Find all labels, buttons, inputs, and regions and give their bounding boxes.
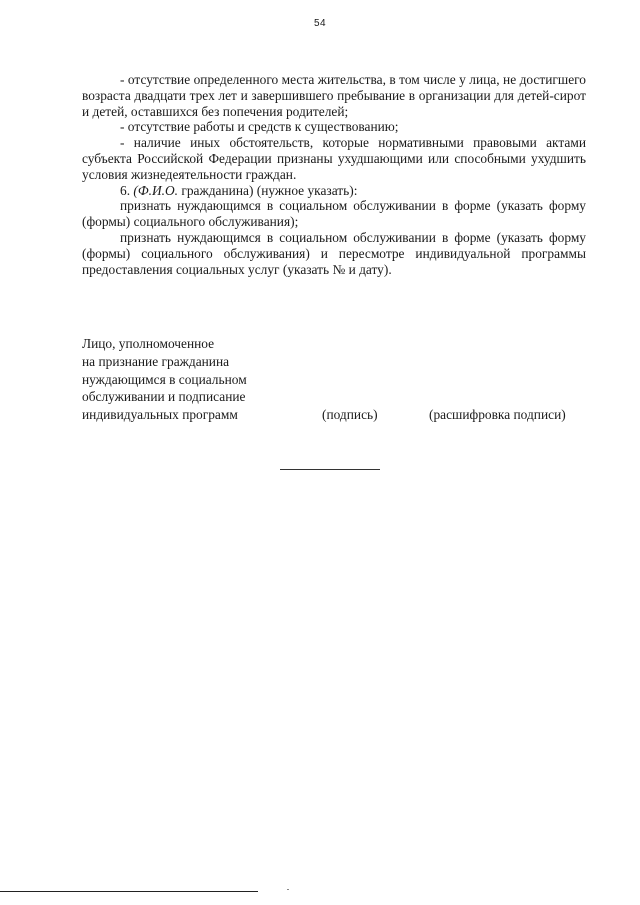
signatory-role-line-5: индивидуальных программ <box>82 407 238 423</box>
paragraph-no-work: - отсутствие работы и средств к существованию; <box>120 119 399 135</box>
document-body <box>82 72 586 277</box>
scan-speck <box>287 889 289 890</box>
item-6-rest: гражданина) (нужное указать): <box>178 182 358 198</box>
paragraph-no-residence: - отсутствие определенного места жительства, в том числе у лица, не достигшего возраста двадцати трех лет и завершившего пребывание в организации для детей-сирот и детей, оставшихся без попечения родителей; <box>82 72 586 119</box>
signatory-role-line-2: на признание гражданина <box>82 353 230 369</box>
signature-decoding-label: (расшифровка подписи) <box>429 407 566 423</box>
signatory-role-line-4: обслуживании и подписание <box>82 389 246 405</box>
signature-label: (подпись) <box>322 407 378 423</box>
page-number: 54 <box>313 18 327 29</box>
option-recognize-need-review: признать нуждающимся в социальном обслуживании в форме (указать форму (формы) социального обслуживания) и пересмотре индивидуальной программы предоставления социальных услуг (указать № и дату). <box>82 229 586 277</box>
footer-rule <box>0 891 258 892</box>
signature-block <box>82 335 592 424</box>
item-6-fio: (Ф.И.О. <box>133 182 179 198</box>
signatory-row <box>82 406 592 424</box>
item-6-heading <box>82 183 586 199</box>
signatory-role-line-1: Лицо, уполномоченное <box>82 336 215 351</box>
item-6-number: 6. <box>120 182 134 198</box>
end-of-document-rule <box>280 469 380 470</box>
option-recognize-need: признать нуждающимся в социальном обслуживании в форме (указать форму (формы) социального обслуживания); <box>82 198 586 230</box>
paragraph-other-circumstances: - наличие иных обстоятельств, которые нормативными правовыми актами субъекта Российской Федерации признаны ухудшающими или способными ухудшить условия жизнедеятельности граждан. <box>82 135 586 182</box>
signatory-role-line-3: нуждающимся в социальном <box>82 371 247 387</box>
